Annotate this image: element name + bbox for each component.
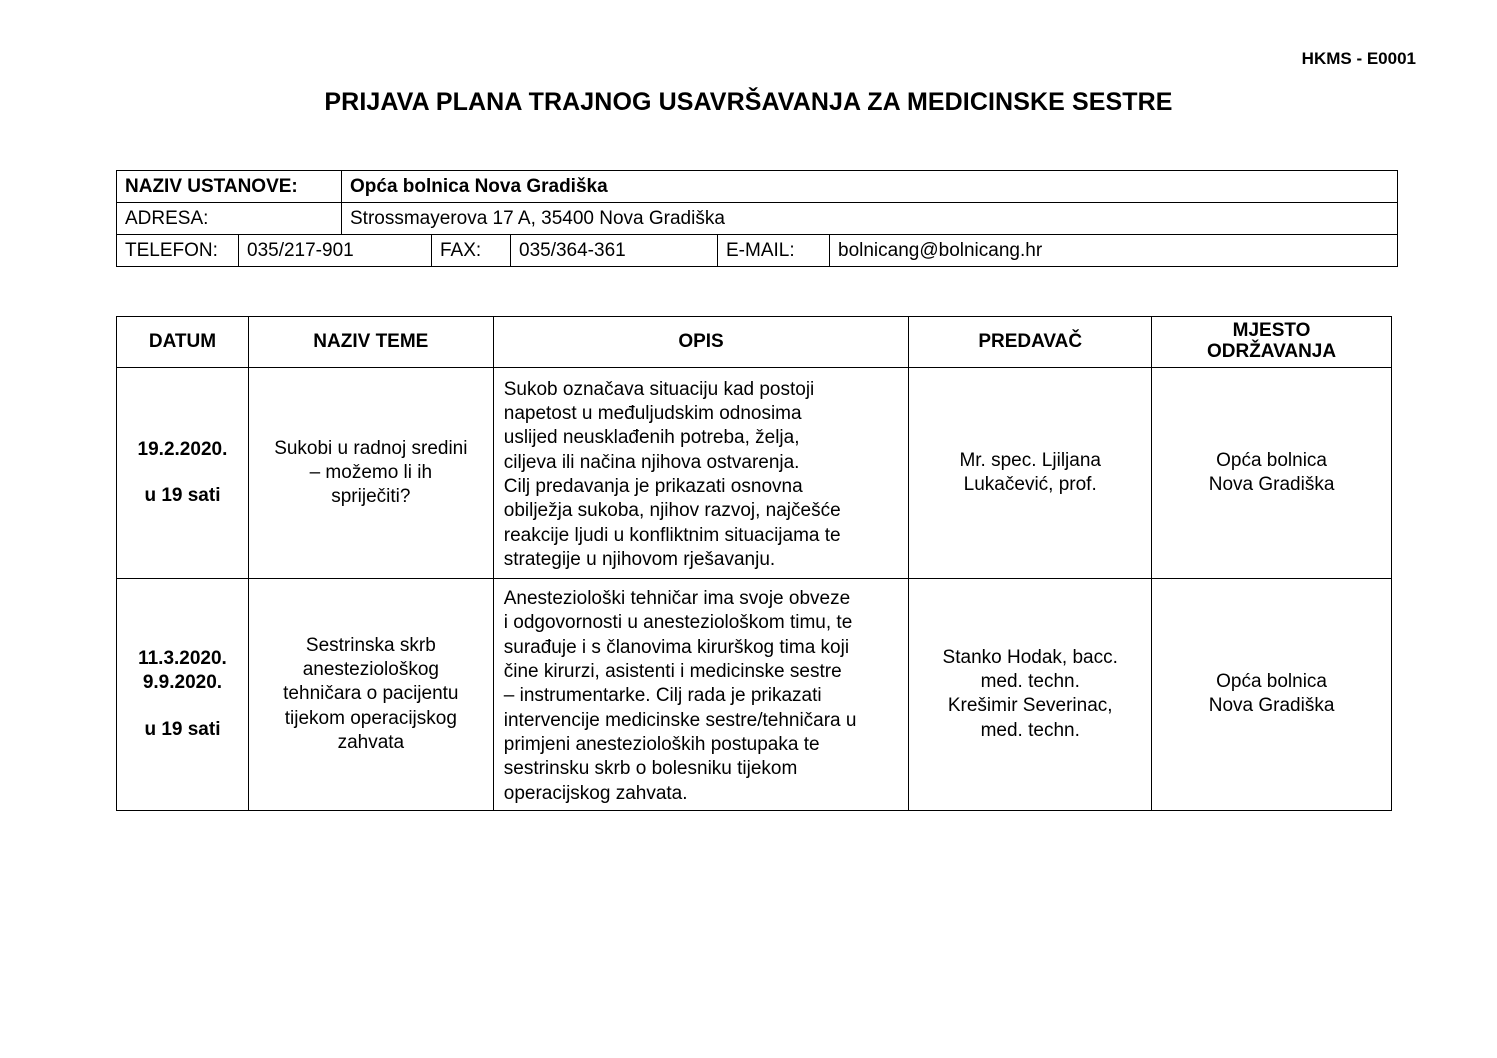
date-cell [117,579,249,811]
description-line: sestrinsku skrb o bolesniku tijekom [503,758,798,780]
date: 9.9.2020. [142,672,223,694]
institution-contact-row [117,235,1398,267]
header-topic: NAZIV TEME [248,317,493,368]
description-line: primjeni anestezioloških postupaka te [503,733,820,755]
description-line: Sukob označava situaciju kad postoji [503,378,815,400]
header-lecturer: PREDAVAČ [909,317,1152,368]
header-location [1152,317,1392,368]
description-line: obilježja sukoba, njihov razvoj, najčešće [503,500,841,522]
topic-line: anesteziološkog [302,658,439,680]
description-line: Anesteziološki tehničar ima svoje obveze [503,588,851,609]
description-line: intervencije medicinske sestre/tehničara u [503,709,857,731]
topic-line: Sestrinska skrb [305,634,436,656]
lecturer-line: med. techn. [980,719,1080,741]
description-line: uslijed neusklađenih potreba, želja, [503,427,800,449]
description-line: operacijskog zahvata. [503,782,688,804]
topic-line: Sukobi u radnoj sredini [274,437,468,459]
time: u 19 sati [144,718,221,740]
document-code: HKMS - E0001 [1301,49,1416,68]
header-location-text: MJESTO ODRŽAVANJA [1206,320,1337,362]
topic-line: tehničara o pacijentu [283,683,459,705]
topic-cell [248,579,493,811]
institution-address-value: Strossmayerova 17 A, 35400 Nova Gradiška [342,203,1398,235]
description-cell [493,579,909,811]
fax-value: 035/364-361 [511,235,718,267]
lecturer-line: Lukačević, prof. [963,474,1097,495]
description-cell [493,368,909,579]
location-line: Nova Gradiška [1208,695,1335,717]
table-row [117,579,1392,811]
document-title: PRIJAVA PLANA TRAJNOG USAVRŠAVANJA ZA MEDICINSKE SESTRE [324,88,1173,116]
description-line: strategije u njihovom rješavanju. [503,548,776,570]
date: 11.3.2020. [138,647,227,669]
email-label: E-MAIL: [718,235,830,267]
lecturer-cell [909,579,1152,811]
phone-value: 035/217-901 [239,235,432,267]
institution-address-label: ADRESA: [117,203,342,235]
institution-table [116,170,1398,267]
institution-name-value: Opća bolnica Nova Gradiška [342,171,1398,203]
description-line: čine kirurzi, asistenti i medicinske sestre [503,660,842,682]
lecturer-cell [909,368,1152,579]
lecturer-line: med. techn. [980,671,1080,693]
location-line: Nova Gradiška [1208,474,1335,495]
topic-line: zahvata [337,731,405,753]
location-line: Opća bolnica [1216,671,1327,693]
header-date: DATUM [117,317,249,368]
date-cell [117,368,249,579]
description-line: – instrumentarke. Cilj rada je prikazati [503,685,822,707]
plan-header-row [117,317,1392,368]
fax-label: FAX: [432,235,511,267]
date: 19.2.2020. [137,438,228,460]
institution-name-row [117,171,1398,203]
topic-line: spriječiti? [331,486,411,508]
topic-line: – možemo li ih [309,461,433,483]
lecturer-line: Krešimir Severinac, [947,695,1113,717]
lecturer-line: Stanko Hodak, bacc. [942,646,1118,668]
description-line: i odgovornosti u anesteziološkom timu, te [503,612,853,634]
topic-line: tijekom operacijskog [284,707,457,729]
institution-address-row [117,203,1398,235]
description-line: napetost u međuljudskim odnosima [503,403,802,425]
table-row [117,368,1392,579]
lecturer-line: Mr. spec. Ljiljana [959,449,1101,471]
location-cell [1152,579,1392,811]
header-description: OPIS [493,317,909,368]
email-value: bolnicang@bolnicang.hr [830,235,1398,267]
location-cell [1152,368,1392,579]
description-line: surađuje i s članovima kirurškog tima koji [503,636,850,658]
phone-label: TELEFON: [117,235,239,267]
description-line: reakcije ljudi u konfliktnim situacijama te [503,524,841,546]
location-line: Opća bolnica [1216,449,1327,471]
education-plan-table [116,316,1392,811]
institution-name-label: NAZIV USTANOVE: [117,171,342,203]
description-line: Cilj predavanja je prikazati osnovna [503,476,803,497]
description-line: ciljeva ili načina njihova ostvarenja. [503,451,800,473]
time: u 19 sati [144,485,221,506]
topic-cell [248,368,493,579]
